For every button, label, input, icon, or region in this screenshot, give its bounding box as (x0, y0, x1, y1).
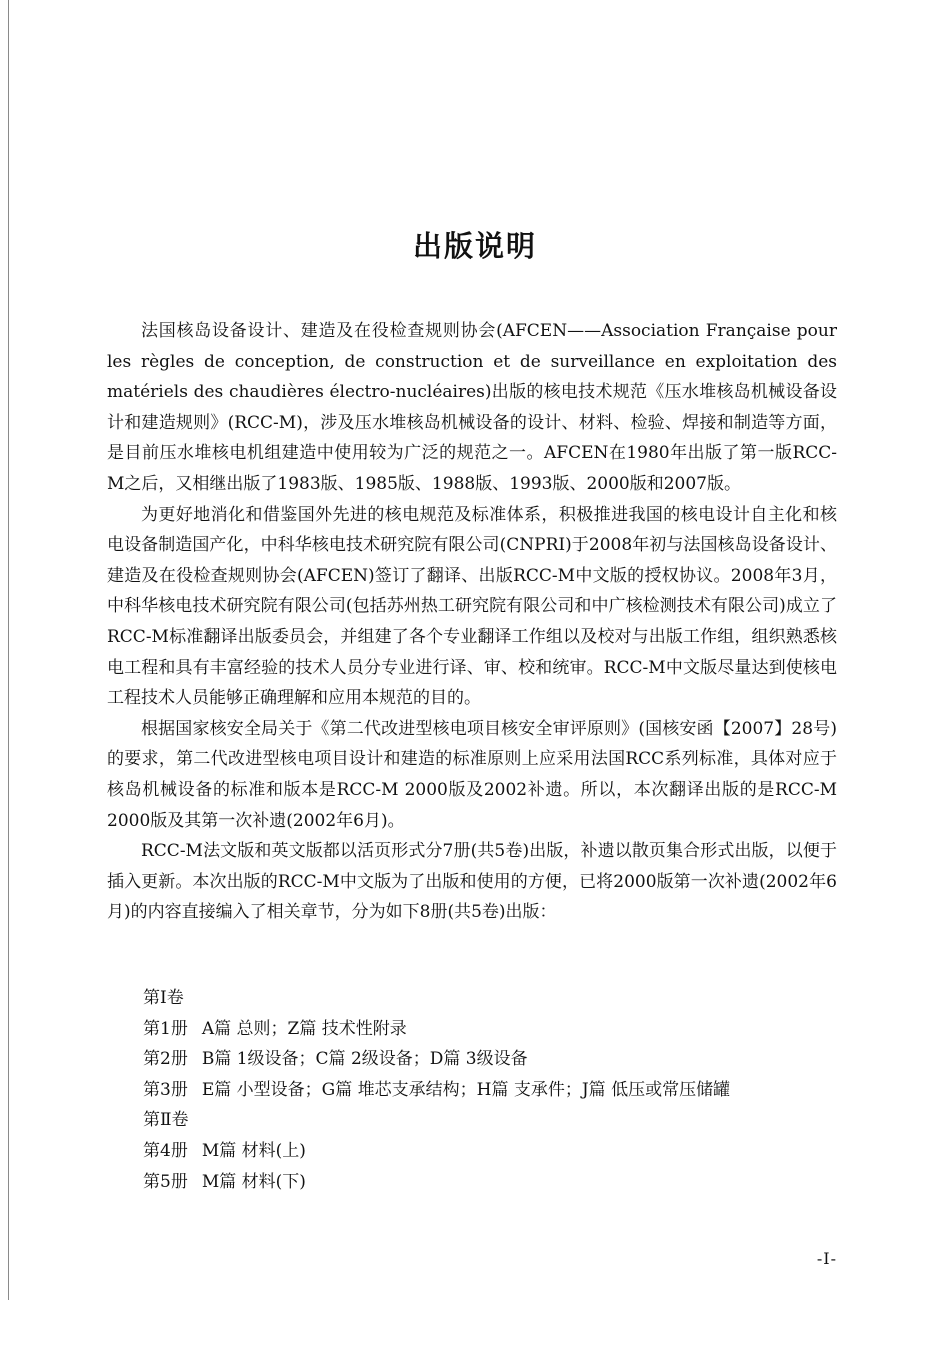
book-number: 第3册 (143, 1079, 188, 1100)
paragraph-afcen-intro: 法国核岛设备设计、建造及在役检查规则协会(AFCEN——Association Française pour les règles de conception, de construction et de surveillance en exploitation des matériels des chaudières électro-nucléaires)出版的核电技术规范《压水堆核岛机械设备设计和建造规则》(RCC-M)，涉及压水堆核岛机械设备的设计、材料、检验、焊接和制造等方面，是目前压水堆核电机组建造中使用较为广泛的规范之一。AFCEN在1980年出版了第一版RCC-M之后，又相继出版了1983版、1985版、1988版、1993版、2000版和2007版。 (107, 321, 837, 494)
page-number: -I- (816, 1249, 837, 1268)
book-contents: M篇 材料(上) (201, 1140, 306, 1161)
book-contents: M篇 材料(下) (201, 1171, 306, 1192)
book-number: 第5册 (143, 1171, 188, 1192)
volume-list (143, 983, 843, 1197)
book-entry-5 (143, 1167, 843, 1198)
book-entry-4 (143, 1136, 843, 1167)
paragraph-translation-agreement: 为更好地消化和借鉴国外先进的核电规范及标准体系，积极推进我国的核电设计自主化和核电设备制造国产化，中科华核电技术研究院有限公司(CNPRI)于2008年初与法国核岛设备设计、建造及在役检查规则协会(AFCEN)签订了翻译、出版RCC-M中文版的授权协议。2008年3月，中科华核电技术研究院有限公司(包括苏州热工研究院有限公司和中广核检测技术有限公司)成立了RCC-M标准翻译出版委员会，并组建了各个专业翻译工作组以及校对与出版工作组，组织熟悉核电工程和具有丰富经验的技术人员分专业进行译、审、校和统审。RCC-M中文版尽量达到使核电工程技术人员能够正确理解和应用本规范的目的。 (107, 504, 837, 709)
paragraph-publication-format: RCC-M法文版和英文版都以活页形式分7册(共5卷)出版，补遗以散页集合形式出版，以便于插入更新。本次出版的RCC-M中文版为了出版和使用的方便，已将2000版第一次补遗(2002年6月)的内容直接编入了相关章节，分为如下8册(共5卷)出版： (107, 841, 837, 923)
book-entry-2 (143, 1044, 843, 1075)
book-contents: A篇 总则；Z篇 技术性附录 (201, 1018, 407, 1039)
paragraph-regulatory-basis: 根据国家核安全局关于《第二代改进型核电项目核安全审评原则》(国核安函【2007】28号)的要求，第二代改进型核电项目设计和建造的标准原则上应采用法国RCC系列标准，具体对应于核岛机械设备的标准和版本是RCC-M 2000版及2002补遗。所以，本次翻译出版的是RCC-M 2000版及其第一次补遗(2002年6月)。 (107, 718, 837, 831)
book-entry-1 (143, 1014, 843, 1045)
volume-heading-1: 第Ⅰ卷 (143, 988, 184, 1008)
page-title: 出版说明 (412, 229, 537, 263)
scan-edge-line (8, 0, 9, 1300)
book-contents: E篇 小型设备；G篇 堆芯支承结构；H篇 支承件；J篇 低压或常压储罐 (201, 1079, 731, 1100)
body-text (107, 316, 837, 928)
volume-heading-2: 第Ⅱ卷 (143, 1110, 189, 1131)
book-entry-3 (143, 1075, 843, 1106)
book-number: 第4册 (143, 1140, 188, 1161)
book-contents: B篇 1级设备；C篇 2级设备；D篇 3级设备 (201, 1049, 528, 1070)
book-number: 第1册 (143, 1018, 188, 1039)
book-number: 第2册 (143, 1049, 188, 1070)
